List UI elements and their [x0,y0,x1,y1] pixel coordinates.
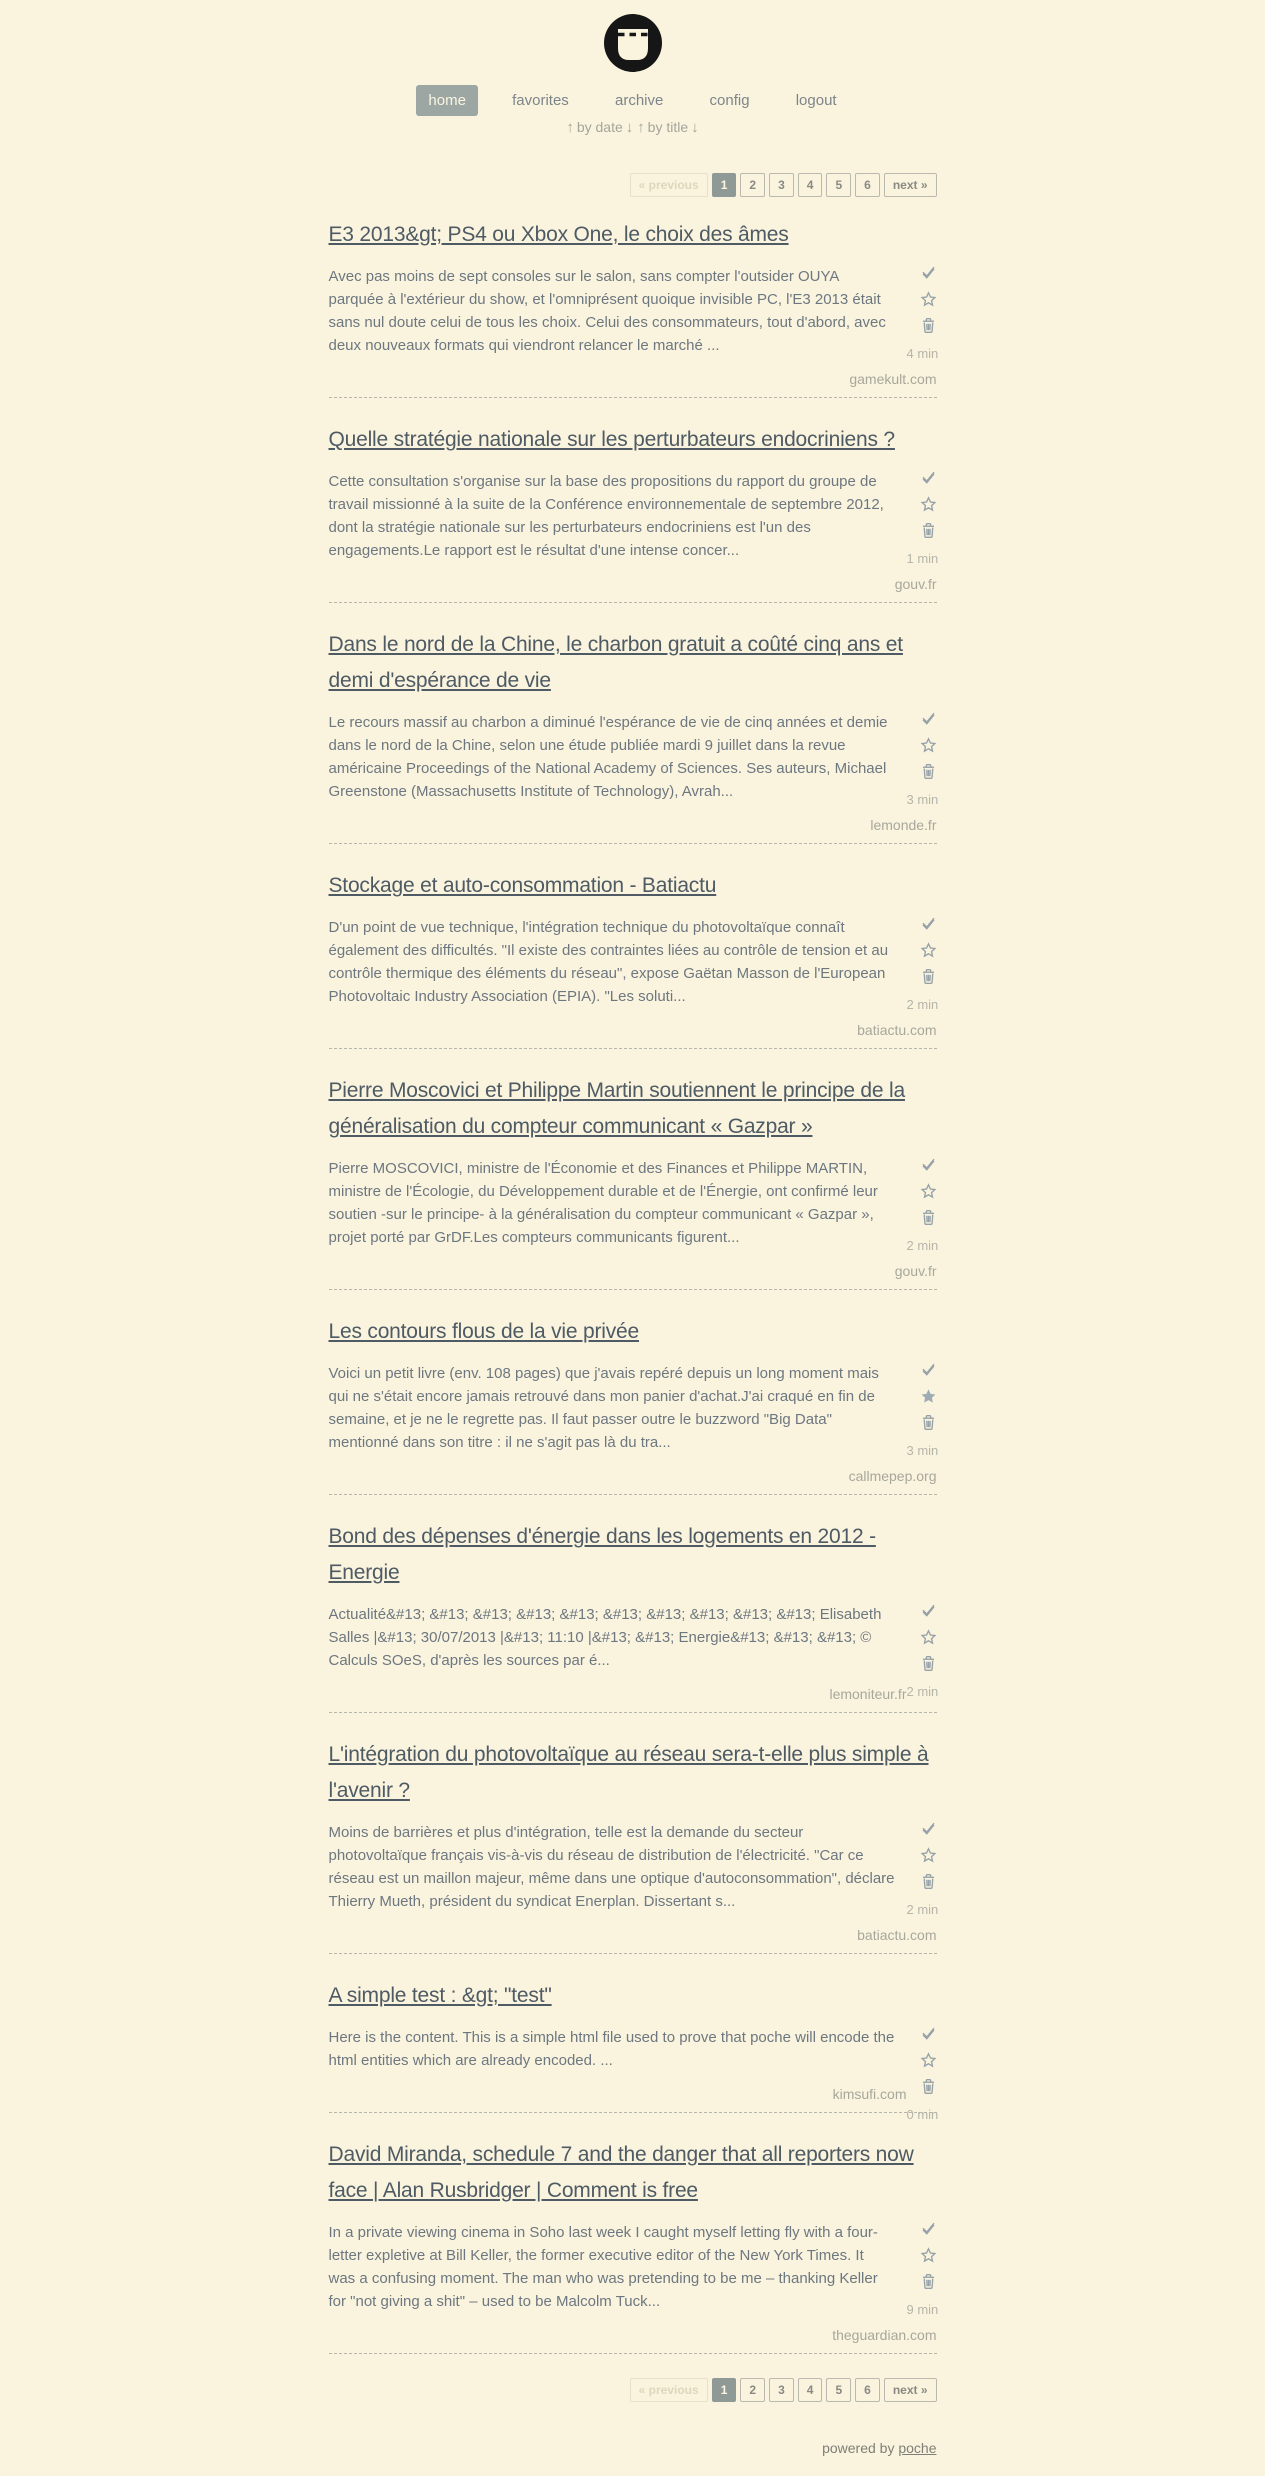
article-excerpt: In a private viewing cinema in Soho last week I caught myself letting fly with a four-letter expletive at Bill Keller, the former executive editor of the New York Times. It was a confusing moment. The man who was pretending to be me – thanking Keller for "not giving a shit" – used to be Malcolm Tuck... [329,2221,895,2313]
article-excerpt: Here is the content. This is a simple html file used to prove that poche will encode the html entities which are already encoded. ... [329,2026,895,2072]
nav-item-archive[interactable]: archive [603,85,675,116]
powered-by-label: powered by [822,2440,894,2456]
article-title [329,217,937,253]
trash-icon[interactable] [907,522,937,548]
article-source: batiactu.com [329,1022,937,1042]
article-title-link[interactable]: Les contours flous de la vie privée [329,1320,640,1343]
next-page-button[interactable]: next » [884,173,937,197]
article-excerpt: Le recours massif au charbon a diminué l'espérance de vie de cinq années et demie dans le nord de la Chine, selon une étude publiée mardi 9 juillet dans la revue américaine Proceedings of the National Academy of Sciences. Ses auteurs, Michael Greenstone (Massachusetts Institute of Technology), Avrah... [329,711,895,803]
page-button-5[interactable]: 5 [826,173,851,197]
reading-time: 3 min [907,1443,937,1458]
poche-pocket-logo [603,13,663,73]
trash-icon[interactable] [907,1209,937,1235]
page-button-2[interactable]: 2 [740,2378,765,2402]
reading-time: 0 min [907,2107,937,2122]
main-nav [329,92,937,109]
star-icon[interactable] [907,291,937,317]
article-title-link[interactable]: Pierre Moscovici et Philippe Martin soutiennent le principe de la généralisation du compteur communicant « Gazpar » [329,1079,905,1138]
article-entry [329,1519,937,1713]
archive-check-icon[interactable] [907,711,937,737]
star-icon[interactable] [907,1847,937,1873]
archive-check-icon[interactable] [907,265,937,291]
archive-check-icon[interactable] [907,1603,937,1629]
archive-check-icon[interactable] [907,470,937,496]
trash-icon[interactable] [907,2078,937,2104]
trash-icon[interactable] [907,1655,937,1681]
article-title-link[interactable]: Bond des dépenses d'énergie dans les logements en 2012 - Energie [329,1525,876,1584]
pagination-top [329,173,937,197]
page-button-2[interactable]: 2 [740,173,765,197]
article-title-link[interactable]: David Miranda, schedule 7 and the danger that all reporters now face | Alan Rusbridger | Comment is free [329,2143,914,2202]
article-title [329,627,937,699]
page-button-4[interactable]: 4 [798,2378,823,2402]
article-title [329,868,937,904]
article-tools [907,1157,937,1253]
article-excerpt: Moins de barrières et plus d'intégration, telle est la demande du secteur photovoltaïque français vis-à-vis du réseau de distribution de l'électricité. "Car ce réseau est un maillon majeur, même dans une optique d'autoconsommation", déclare Thierry Mueth, président du syndicat Enerplan. Dissertant s... [329,1821,895,1913]
article-source: kimsufi.com [329,2086,937,2106]
nav-item-favorites[interactable]: favorites [500,85,581,116]
trash-icon[interactable] [907,2273,937,2299]
archive-check-icon[interactable] [907,1821,937,1847]
article-title-link[interactable]: E3 2013&gt; PS4 ou Xbox One, le choix des âmes [329,223,789,246]
archive-check-icon[interactable] [907,1157,937,1183]
reading-time: 4 min [907,346,937,361]
article-excerpt: Cette consultation s'organise sur la base des propositions du rapport du groupe de travail missionné à la suite de la Conférence environnementale de septembre 2012, dont la stratégie nationale sur les perturbateurs endocriniens est l'un des engagements.Le rapport est le résultat d'une intense concer... [329,470,895,562]
article-source: theguardian.com [329,2327,937,2347]
page-button-3[interactable]: 3 [769,2378,794,2402]
page-button-1[interactable]: 1 [712,173,737,197]
star-icon[interactable] [907,2247,937,2273]
next-page-button[interactable]: next » [884,2378,937,2402]
article-tools [907,265,937,361]
sort-title-desc-icon[interactable]: ↓ [691,119,699,136]
reading-time: 2 min [907,997,937,1012]
star-icon[interactable] [907,737,937,763]
article-title [329,1519,937,1591]
sort-date-asc-icon[interactable]: ↑ [566,119,574,136]
article-source: gouv.fr [329,576,937,596]
trash-icon[interactable] [907,1414,937,1440]
article-source: lemonde.fr [329,817,937,837]
reading-time: 2 min [907,1902,937,1917]
sort-by-date-label: by date [577,119,623,135]
article-source: gamekult.com [329,371,937,391]
page-button-6[interactable]: 6 [855,173,880,197]
star-icon[interactable] [907,2052,937,2078]
article-entry [329,1978,937,2113]
article-title-link[interactable]: Quelle stratégie nationale sur les perturbateurs endocriniens ? [329,428,895,451]
reading-time: 9 min [907,2302,937,2317]
article-excerpt: Voici un petit livre (env. 108 pages) que j'avais repéré depuis un long moment mais qui ne s'était encore jamais retrouvé dans mon panier d'achat.J'ai craqué en fin de semaine, et je ne le regrette pas. Il faut passer outre le buzzword "Big Data" mentionné dans son titre : il ne s'agit pas là du tra... [329,1362,895,1454]
article-title-link[interactable]: Stockage et auto-consommation - Batiactu [329,874,717,897]
nav-item-logout[interactable]: logout [784,85,849,116]
archive-check-icon[interactable] [907,2026,937,2052]
sort-date-desc-icon[interactable]: ↓ [626,119,634,136]
footer [329,2440,937,2476]
archive-check-icon[interactable] [907,1362,937,1388]
article-source: batiactu.com [329,1927,937,1947]
article-tools [907,470,937,566]
logo-wrap [329,0,937,78]
article-title [329,1737,937,1809]
article-entry [329,1737,937,1954]
poche-link[interactable]: poche [898,2440,936,2456]
article-excerpt: Pierre MOSCOVICI, ministre de l'Économie et des Finances et Philippe MARTIN, ministre de l'Écologie, du Développement durable et de l'Énergie, ont confirmé leur soutien -sur le principe- à la généralisation du compteur communicant « Gazpar », projet porté par GrDF.Les compteurs communicants figurent... [329,1157,895,1249]
article-source: gouv.fr [329,1263,937,1283]
page-button-4[interactable]: 4 [798,173,823,197]
article-tools [907,1603,937,1699]
archive-check-icon[interactable] [907,916,937,942]
previous-page-button: « previous [630,173,708,197]
article-source: callmepep.org [329,1468,937,1488]
page-button-6[interactable]: 6 [855,2378,880,2402]
article-entry [329,627,937,844]
previous-page-button: « previous [630,2378,708,2402]
star-icon[interactable] [907,496,937,522]
article-title-link[interactable]: Dans le nord de la Chine, le charbon gratuit a coûté cinq ans et demi d'espérance de vie [329,633,903,692]
article-tools [907,711,937,807]
article-list [329,217,937,2354]
reading-time: 2 min [907,1684,937,1699]
article-title [329,1978,937,2014]
star-icon[interactable] [907,1388,937,1414]
sort-by-title-label: by title [648,119,688,135]
reading-time: 1 min [907,551,937,566]
article-tools [907,916,937,1012]
article-title [329,1073,937,1145]
reading-time: 2 min [907,1238,937,1253]
article-tools [907,2221,937,2317]
article-title-link[interactable]: A simple test : &gt; "test" [329,1984,552,2007]
article-entry [329,422,937,603]
trash-icon[interactable] [907,317,937,343]
article-entry [329,1314,937,1495]
article-excerpt: D'un point de vue technique, l'intégration technique du photovoltaïque connaît également des difficultés. "Il existe des contraintes liées au contrôle de tension et au contrôle thermique des éléments du réseau", expose Gaëtan Masson de l'European Photovoltaic Industry Association (EPIA). "Les soluti... [329,916,895,1008]
page-container [329,0,937,2476]
page-button-5[interactable]: 5 [826,2378,851,2402]
article-source: lemoniteur.fr [329,1686,937,1706]
sort-bar [329,119,937,136]
nav-item-config[interactable]: config [698,85,762,116]
article-entry [329,1073,937,1290]
reading-time: 3 min [907,792,937,807]
pagination-bottom [329,2378,937,2402]
star-icon[interactable] [907,1183,937,1209]
article-excerpt: Avec pas moins de sept consoles sur le salon, sans compter l'outsider OUYA parquée à l'extérieur du show, et l'omniprésent quoique invisible PC, l'E3 2013 était sans nul doute celui de tous les choix. Celui des consommateurs, tout d'abord, avec deux nouveaux formats qui viendront relancer le marché ... [329,265,895,357]
trash-icon[interactable] [907,1873,937,1899]
archive-check-icon[interactable] [907,2221,937,2247]
article-tools [907,1821,937,1917]
sort-title-asc-icon[interactable]: ↑ [637,119,645,136]
page-button-3[interactable]: 3 [769,173,794,197]
trash-icon[interactable] [907,968,937,994]
article-entry [329,868,937,1049]
nav-item-home[interactable]: home [416,85,478,116]
star-icon[interactable] [907,1629,937,1655]
trash-icon[interactable] [907,763,937,789]
star-icon[interactable] [907,942,937,968]
article-title [329,422,937,458]
article-entry [329,2137,937,2354]
page-button-1[interactable]: 1 [712,2378,737,2402]
article-entry [329,217,937,398]
article-tools [907,2026,937,2122]
article-title [329,1314,937,1350]
article-title [329,2137,937,2209]
article-tools [907,1362,937,1458]
article-excerpt: Actualité&#13; &#13; &#13; &#13; &#13; &#13; &#13; &#13; &#13; &#13; Elisabeth Salles |&#13; 30/07/2013 |&#13; 11:10 |&#13; &#13; Energie&#13; &#13; &#13; © Calculs SOeS, d'après les sources par é... [329,1603,895,1672]
article-title-link[interactable]: L'intégration du photovoltaïque au réseau sera-t-elle plus simple à l'avenir ? [329,1743,929,1802]
